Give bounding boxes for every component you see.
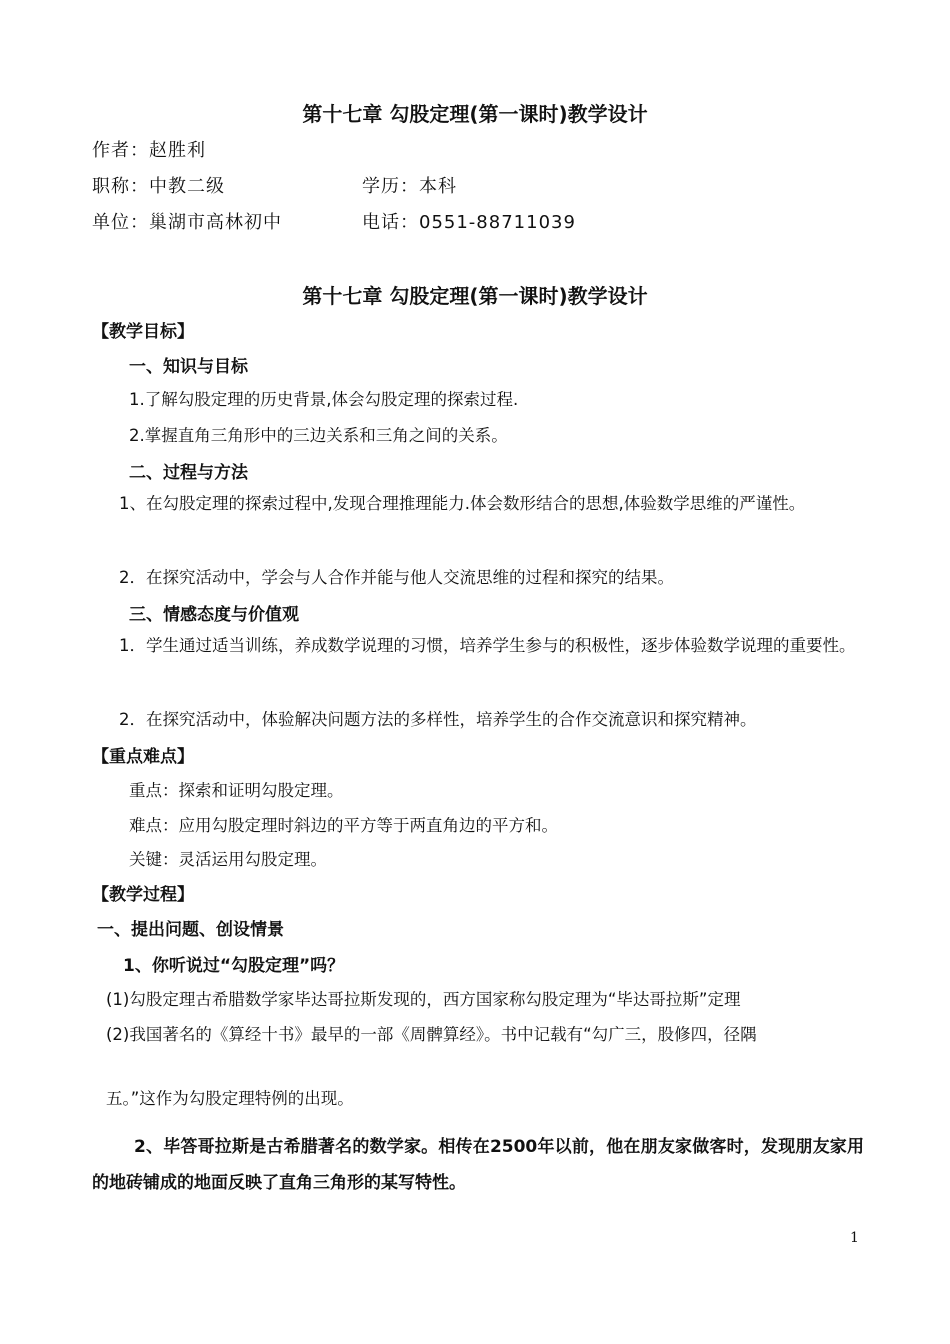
goal1-item2: 2.掌握直角三角形中的三边关系和三角之间的关系。 [129,426,508,445]
goal2-heading: 二、过程与方法 [129,463,248,483]
difficulty: 难点：应用勾股定理时斜边的平方等于两直角边的平方和。 [129,816,558,835]
key-point: 重点：探索和证明勾股定理。 [129,781,344,800]
process-heading: 【教学过程】 [92,885,194,905]
goal1-item1: 1.了解勾股定理的历史背景,体会勾股定理的探索过程. [129,390,519,409]
question-1-answer-a: (1)勾股定理古希腊数学家毕达哥拉斯发现的，西方国家称勾股定理为“毕达哥拉斯”定理 [106,990,741,1009]
author-line: 作者：赵胜利 [92,140,206,161]
goal1-heading: 一、知识与目标 [129,357,248,377]
goal2-item2: 2．在探究活动中，学会与人合作并能与他人交流思维的过程和探究的结果。 [119,568,674,587]
document-title: 第十七章 勾股定理(第一课时)教学设计 [302,102,648,126]
step1-heading: 一、提出问题、创设情景 [97,920,284,940]
page-number: 1 [850,1230,859,1246]
question-1-answer-b-continued: 五。”这作为勾股定理特例的出现。 [106,1089,354,1108]
goal3-heading: 三、情感态度与价值观 [129,605,299,625]
education-line: 学历：本科 [362,176,457,197]
goal3-item2: 2．在探究活动中，体验解决问题方法的多样性，培养学生的合作交流意识和探究精神。 [119,710,757,729]
question-1: 1、你听说过“勾股定理”吗？ [123,956,345,976]
key-heading: 【重点难点】 [92,747,194,767]
question-1-answer-b: (2)我国著名的《算经十书》最早的一部《周髀算经》。书中记载有“勾广三，股修四，径隅 [106,1025,757,1044]
rank-line: 职称：中教二级 [92,176,225,197]
phone-line: 电话：0551-88711039 [362,212,576,233]
question-2: 2、毕答哥拉斯是古希腊著名的数学家。相传在2500年以前，他在朋友家做客时，发现朋友家用的地砖铺成的地面反映了直角三角形的某写特性。 [92,1137,864,1193]
unit-line: 单位：巢湖市高林初中 [92,212,282,233]
goal2-item1: 1、在勾股定理的探索过程中,发现合理推理能力.体会数形结合的思想,体验数学思维的严谨性。 [119,494,806,513]
crux: 关键：灵活运用勾股定理。 [129,850,327,869]
goal3-item1: 1．学生通过适当训练，养成数学说理的习惯，培养学生参与的积极性，逐步体验数学说理的重要性。 [119,636,856,655]
section-title: 第十七章 勾股定理(第一课时)教学设计 [302,284,648,308]
goals-heading: 【教学目标】 [92,322,194,342]
